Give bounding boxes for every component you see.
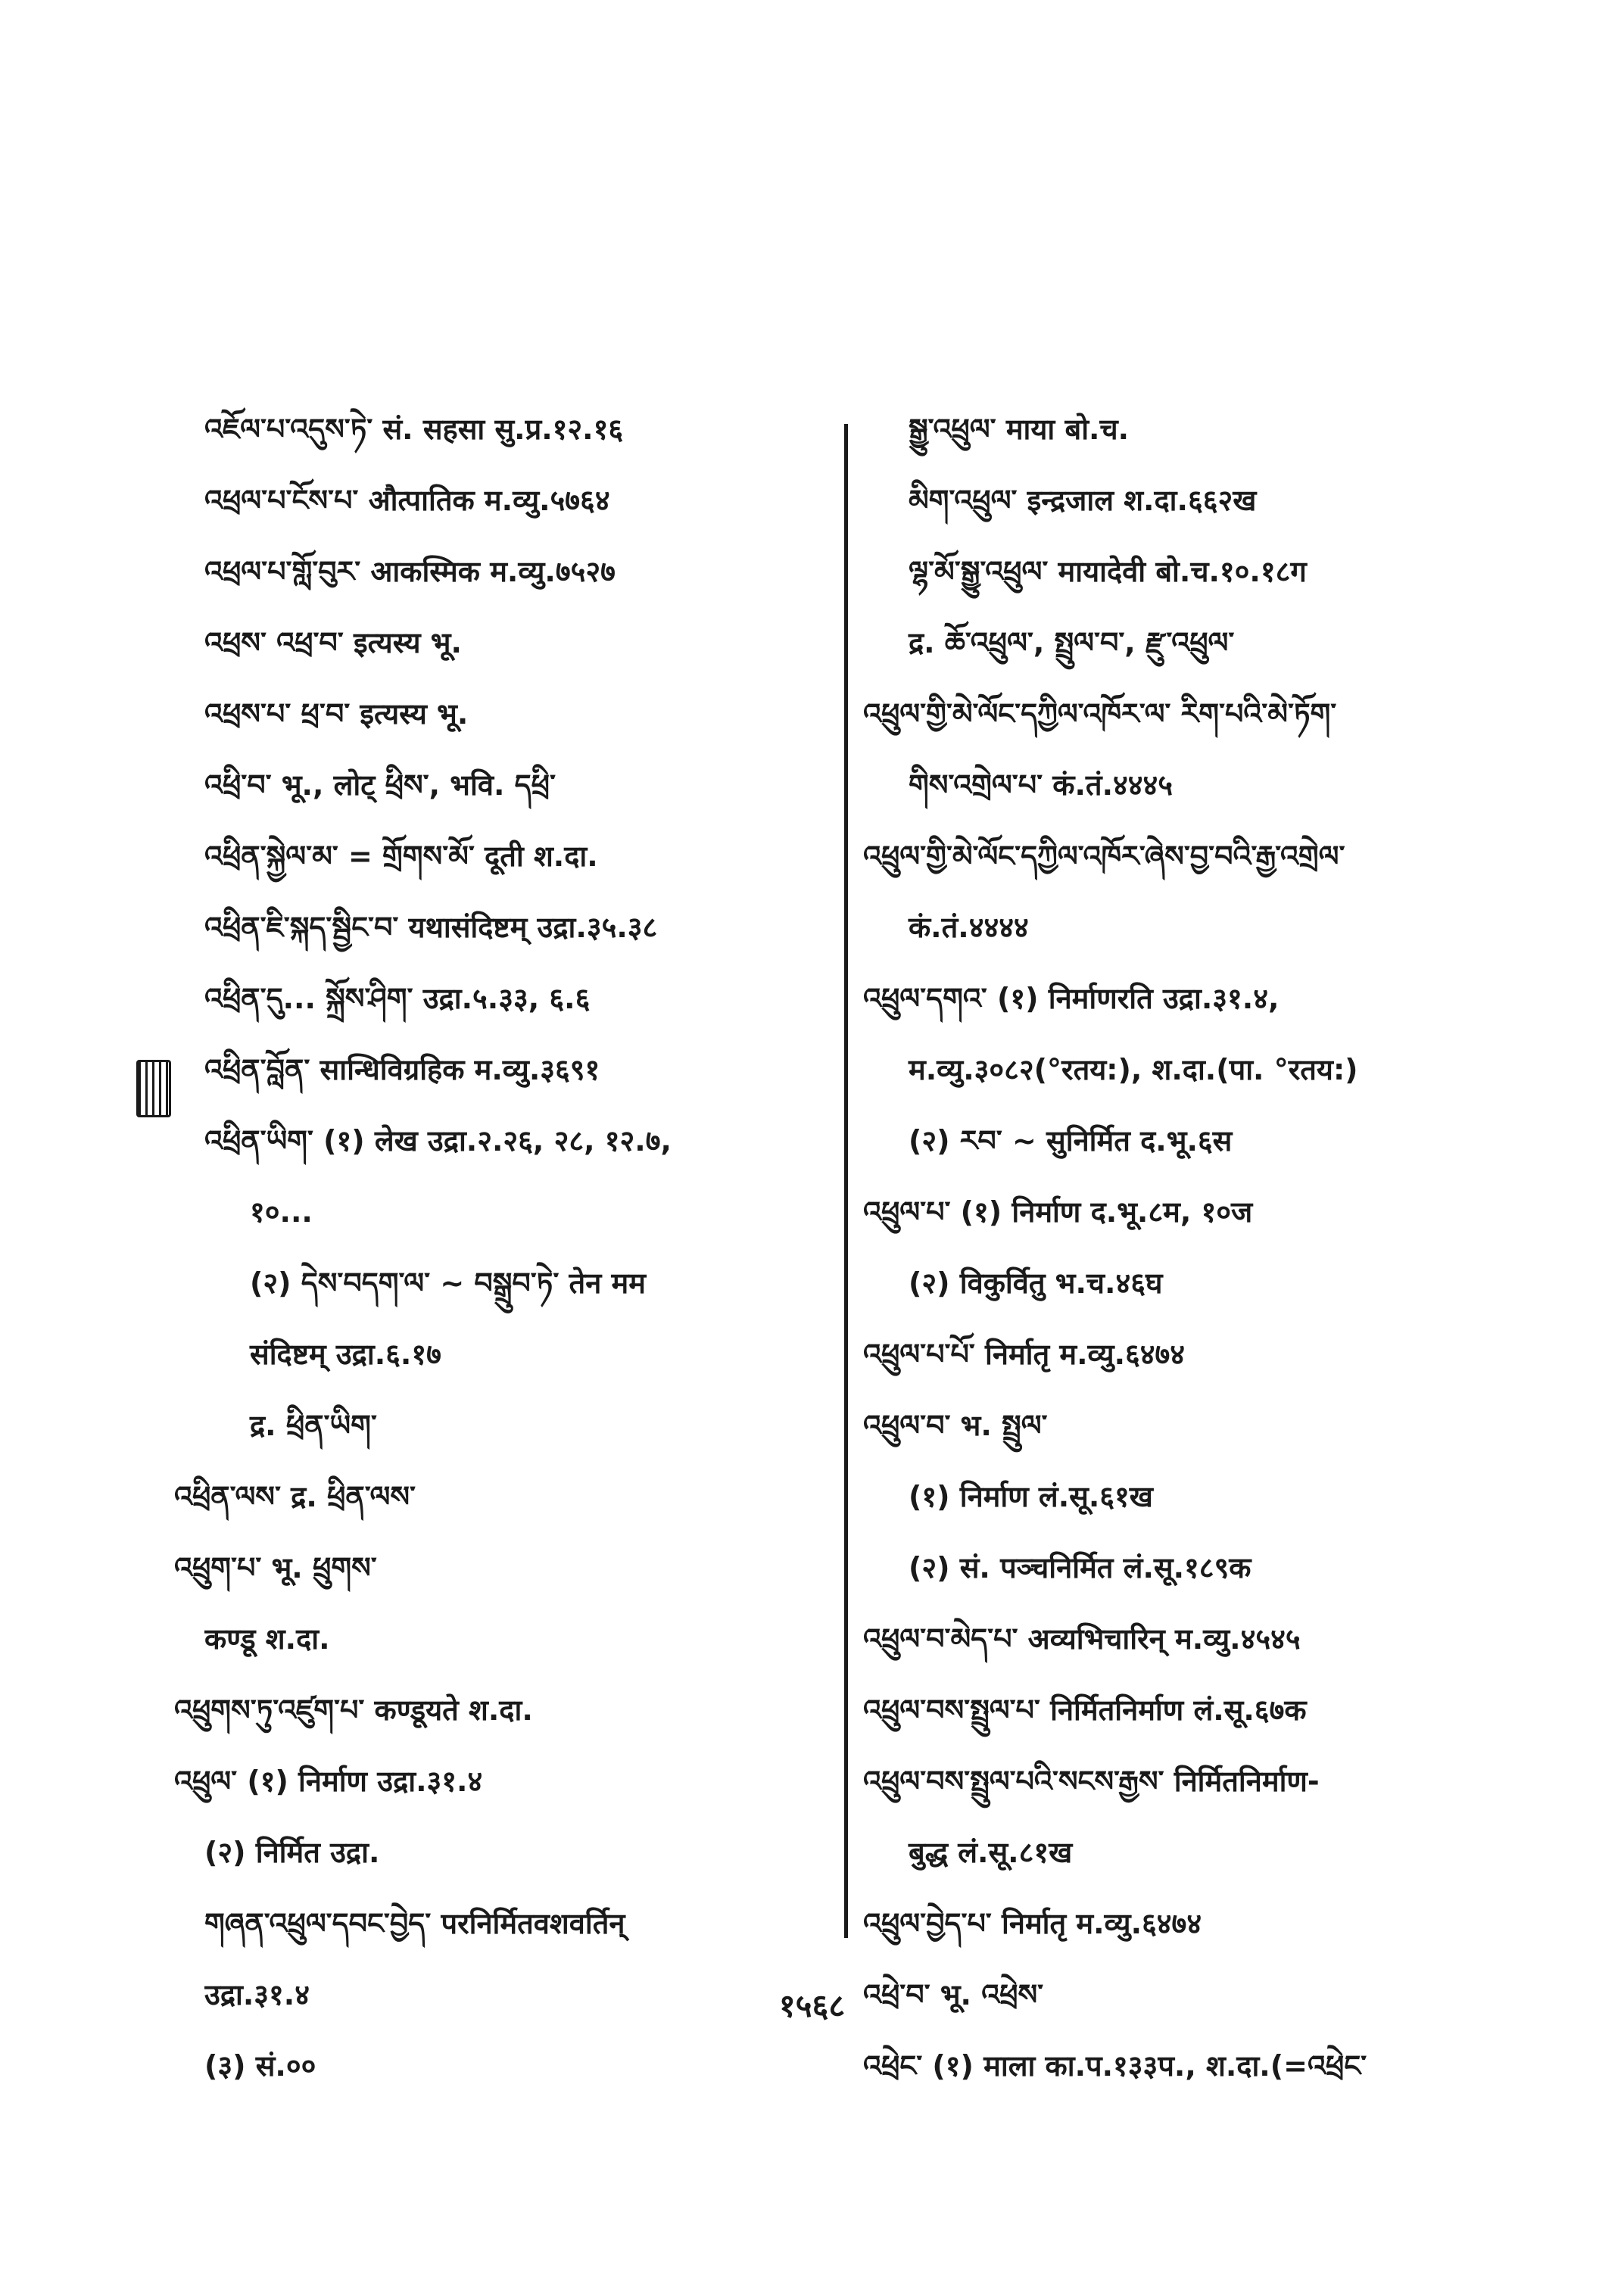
dictionary-line: कं.तं.४४४४ [909,911,1029,944]
dictionary-line: འཕྲལ་པ་གློ་བུར་ आकस्मिक म.व्यु.७५२७ [204,555,616,588]
dictionary-line: གཞན་འཕྲུལ་དབང་བྱེད་ परनिर्मितवशवर्तिन् [204,1907,625,1940]
dictionary-line: འཕྲུལ་ (१) निर्माण उद्रा.३१.४ [174,1765,483,1798]
dictionary-line: बुद्ध लं.सू.८१ख [909,1836,1073,1869]
dictionary-line: ལྷ་མོ་སྒྱུ་འཕྲུལ་ मायादेवी बो.च.१०.१८ग [909,555,1307,588]
dictionary-line: འཕྲིན་སྐྱེལ་མ་ = གྲོགས་མོ་ दूती श.दा. [204,840,598,873]
dictionary-line: (२) सं. पञ्चनिर्मित लं.सू.१८९क [909,1551,1252,1584]
dictionary-line: (२) निर्मित उद्रा. [204,1836,380,1869]
dictionary-line: འཕྲུག་པ་ भू. ཕྲུགས་ [174,1551,377,1584]
dictionary-line: འཕྲུལ་བ་མེད་པ་ अव्यभिचारिन् म.व्यु.४५४५ [863,1622,1301,1656]
dictionary-line: (१) निर्माण लं.सू.६१ख [909,1480,1153,1513]
dictionary-line: འཕྲས་པ་ ཕྲ་བ་ इत्यस्य भू. [204,697,469,731]
dictionary-line: འཕྲུལ་གྱི་མེ་ལོང་དཀྱིལ་འཁོར་ལ་ རིག་པའི་མེ་ཏོག་ [863,697,1337,731]
dictionary-line: འཕྲུལ་བ་ भ. སྤྲུལ་ [863,1409,1048,1442]
dictionary-line: འཕྲིན་བློན་ सान्धिविग्रहिक म.व्यु.३६९१ [204,1053,600,1086]
dictionary-line: འཕྲི་བ་ भू., लोट् ཕྲིས་, भवि. དཕྲི་ [204,768,556,802]
dictionary-line: उद्रा.३१.४ [204,1978,310,2011]
dictionary-line: མིག་འཕྲུལ་ इन्द्रजाल श.दा.६६२ख [909,484,1257,517]
dictionary-line: འཕྲུགས་ཏུ་འཛུག་པ་ कण्डूयते श.दा. [174,1693,533,1727]
dictionary-line: कण्डू श.दा. [204,1622,330,1656]
margin-marker [136,1060,171,1117]
dictionary-line: (२) རབ་ ~ सुनिर्मित द.भू.६स [909,1124,1233,1157]
dictionary-line: འཕྲུལ་པ་ (१) निर्माण द.भू.८म, १०ज [863,1195,1253,1229]
dictionary-line: འཕྲིན་ཡིག་ (१) लेख उद्रा.२.२६, २८, १२.७, [204,1124,672,1157]
dictionary-line: སྒྱུ་འཕྲུལ་ माया बो.च. [909,413,1130,446]
dictionary-line: (२) དེས་བདག་ལ་ ~ བསྒྲུབ་ཏེ་ तेन मम [250,1266,646,1300]
dictionary-line: འཕྲེ་བ་ भू. འཕྲེས་ [863,1978,1044,2011]
dictionary-line: འཕྲུལ་བྱེད་པ་ निर्मातृ म.व्यु.६४७४ [863,1907,1202,1940]
left-column [174,394,825,2101]
dictionary-line: १०... [250,1195,313,1229]
dictionary-line: འཕྲུལ་བས་སྤྲུལ་པ་ निर्मितनिर्माण लं.सू.६७क [863,1693,1307,1727]
dictionary-line: འཕྲུལ་གྱི་མེ་ལོང་དཀྱིལ་འཁོར་ཞེས་བྱ་བའི་རྒྱ་འགྲེལ་ [863,840,1345,873]
dictionary-line: द्र. ཕྲིན་ཡིག་ [250,1409,377,1442]
dictionary-line: འཕྲུལ་བས་སྤྲུལ་པའི་སངས་རྒྱས་ निर्मितनिर्माण- [863,1765,1320,1798]
dictionary-line: འཕྲེང་ (१) माला का.प.१३३प., श.दा.(=འཕྲེང་ [863,2049,1367,2083]
dictionary-line: (३) सं.०० [204,2049,316,2083]
dictionary-line: द्र. ཆོ་འཕྲུལ་, སྤྲུལ་བ་, རྫུ་འཕྲུལ་ [909,626,1235,659]
dictionary-line: (२) विकुर्वितु भ.च.४६घ [909,1266,1163,1300]
dictionary-line: འཇོལ་པ་འདུས་ཏེ་ सं. सहसा सु.प्र.१२.१६ [204,413,624,446]
dictionary-line: འཕྲིན་ལས་ द्र. ཕྲིན་ལས་ [174,1480,416,1513]
column-divider [844,424,848,1938]
right-column [863,394,1507,2101]
dictionary-line: འཕྲིན་ཇི་སྐད་སྦྱིང་བ་ यथासंदिष्टम् उद्रा.३५.३८ [204,911,658,944]
dictionary-line: འཕྲུལ་པ་པོ་ निर्मातृ म.व्यु.६४७४ [863,1338,1186,1371]
page-number: १५६८ [778,1987,846,2024]
dictionary-line: གིས་འགྲེལ་པ་ कं.तं.४४४५ [909,768,1174,802]
dictionary-line: འཕྲིན་དུ... སྐྲོས་ཤིག་ उद्रा.५.३३, ६.६ [204,982,591,1015]
dictionary-line: འཕྲལ་པ་ངོས་པ་ औत्पातिक म.व्यु.५७६४ [204,484,610,517]
dictionary-line: संदिष्टम् उद्रा.६.१७ [250,1338,441,1371]
dictionary-line: म.व्यु.३०८२(°रतय:), श.दा.(पा. °रतय:) [909,1053,1358,1086]
dictionary-line: འཕྲུལ་དགའ་ (१) निर्माणरति उद्रा.३१.४, [863,982,1280,1015]
dictionary-line: འཕྲས་ འཕྲ་བ་ इत्यस्य भू. [204,626,462,659]
